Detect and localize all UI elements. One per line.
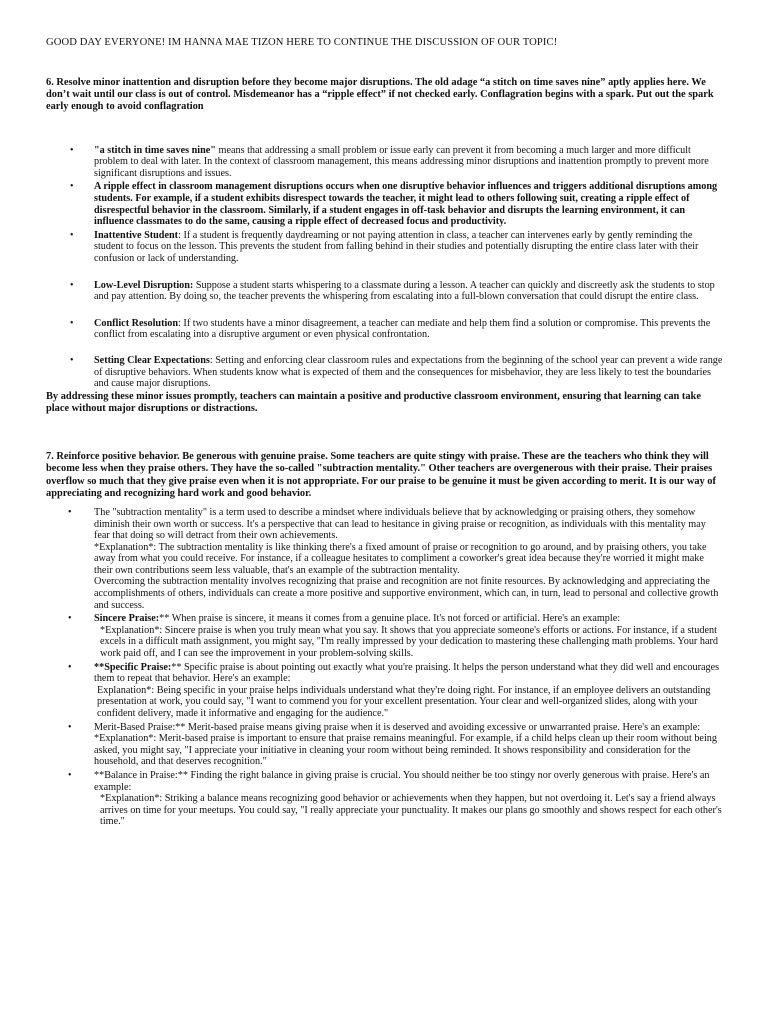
item-text: ** Specific praise is about pointing out exactly what you're praising. It helps the person understand what they did well and encourages them to repeat that behavior. Here's an example: [94,661,720,685]
bullet-icon: • [70,354,74,366]
list-item [46,355,724,390]
bullet-icon: • [68,613,72,625]
item-lead: A ripple effect in classroom management disruptions occurs when one disruptive behavior influences and triggers additional disruptions among students. For example, if a student exhibits disrespect towards the teacher, it might lead to others following suit, creating a ripple effect of disrespectful behavior in the classroom. Similarly, if a student engages in off-task behavior and disrupts the learning environment, it can influence classmates to do the same, causing a ripple effect of decreased focus and productivity. [94,181,718,228]
item-text: Suppose a student starts whispering to a classmate during a lesson. A teacher can quickly and discreetly ask the students to stop and pay attention. By doing so, the teacher prevents the whispering from escalating into a full-blown conversation that could disrupt the entire class. [94,279,715,303]
bullet-icon: • [70,181,74,193]
list-item [46,230,724,265]
item-lead: **Specific Praise: [94,661,172,673]
list-item [46,507,724,611]
bullet-icon: • [68,506,72,518]
bullet-icon: • [68,769,72,781]
section-6-conclusion: By addressing these minor issues promptly, teachers can maintain a positive and productive classroom environment, ensuring that learning can take place without major disruptions or distractions. [46,390,701,414]
item-paragraph: Merit-Based Praise:** Merit-based praise means giving praise when it is deserved and avoiding excessive or unwarranted praise. Here's an example: [94,721,701,733]
item-explanation: *Explanation*: Sincere praise is when you truly mean what you say. It shows that you appreciate someone's efforts or actions. For instance, if a student excels in a difficult math assignment, you might say, "I'm really impressed by your dedication to mastering these challenging math problems. Your hard work paid off, and I can see the improvement in your problem-solving skills. [100,624,718,660]
section-6-bullet-list [46,145,724,390]
section-6-heading: 6. Resolve minor inattention and disruption before they become major disruptions. The old adage “a stitch on time saves nine” aptly applies here. We don’t wait until our class is out of control. Misdemeanor has a “ripple effect” if not checked early. Conflagration begins with a spark. Put out the spark early enough to avoid conflagration [46,77,714,113]
greeting-line: GOOD DAY EVERYONE! IM HANNA MAE TIZON HERE TO CONTINUE THE DISCUSSION OF OUR TOPIC! [46,37,558,48]
list-item [46,770,724,828]
list-item [46,722,724,768]
bullet-icon: • [68,721,72,733]
bullet-icon: • [70,317,74,329]
item-lead: Low-Level Disruption: [94,279,194,291]
list-item [46,613,724,659]
item-text: : If two students have a minor disagreement, a teacher can mediate and help them find a solution or compromise. This prevents the conflict from escalating into a disruptive argument or even physical confrontation. [94,317,711,341]
item-paragraph: Overcoming the subtraction mentality involves recognizing that praise and recognition are not finite resources. By acknowledging and appreciating the accomplishments of others, individuals can create a more positive and supportive environment, which can, in turn, lead to personal and collective growth and success. [94,576,719,611]
item-lead: Sincere Praise: [94,613,160,625]
bullet-icon: • [70,279,74,291]
item-lead: "a stitch in time saves nine" [94,144,216,156]
bullet-icon: • [70,229,74,241]
section-7-bullet-list [46,507,724,828]
item-explanation: *Explanation*: The subtraction mentality is like thinking there's a fixed amount of praise or recognition to go around, and by praising others, you take away from what you could receive. For instance, if a colleague hesitates to compliment a coworker's great idea because they're worried it might make their own contributions seem less valuable, that's an example of the subtraction mentality. [94,541,707,576]
item-text: ** When praise is sincere, it means it comes from a genuine place. It's not forced or artificial. Here's an example: [159,613,621,625]
item-paragraph: The "subtraction mentality" is a term used to describe a mindset where individuals believe that by acknowledging or praising others, they somehow diminish their own worth or success. It's a perspective that can lead to hesitance in giving praise or recognition, as individuals with this mentality may fear that doing so will detract from their own achievements. [94,506,706,542]
list-item [46,145,724,180]
list-item [46,318,724,341]
bullet-icon: • [70,144,74,156]
list-item [46,181,724,227]
list-item [46,662,724,720]
item-lead: Inattentive Student [94,229,179,241]
item-lead: Conflict Resolution [94,317,179,329]
item-paragraph: **Balance in Praise:** Finding the right balance in giving praise is crucial. You should neither be too stingy nor overly generous with praise. Here's an example: [94,769,710,793]
item-text: : If a student is frequently daydreaming or not paying attention in class, a teacher can intervenes early by gently reminding the student to focus on the lesson. This prevents the student from falling behind in their studies and potentially disrupting the entire class later with their confusion or lack of understanding. [94,229,699,264]
item-text: means that addressing a small problem or issue early can prevent it from becoming a much larger and more difficult problem to deal with later. In the context of classroom management, this means addressing minor disruptions and inattention promptly to prevent more significant disruptions and issues. [94,144,709,179]
item-explanation: *Explanation*: Merit-based praise is important to ensure that praise remains meaningful. For example, if a child helps clean up their room without being asked, you might say, "I appreciate your initiative in cleaning your room without being reminded. It shows responsibility and consideration for the household, and that deserves recognition." [94,733,717,768]
list-item [46,280,724,303]
item-explanation: Explanation*: Being specific in your praise helps individuals understand what they're doing right. For instance, if an employee delivers an outstanding presentation at work, you could say, "I want to commend you for your excellent presentation. Your clear and well-organized slides, along with your confident delivery, made it informative and engaging for the audience." [97,684,711,720]
bullet-icon: • [68,661,72,673]
item-explanation: *Explanation*: Striking a balance means recognizing good behavior or achievements when they happen, but not overdoing it. Let's say a friend always arrives on time for your meetups. You could say, "I really appreciate your punctuality. It makes our plans go smoothly and shows respect for each other's time." [100,793,722,828]
section-7-heading: 7. Reinforce positive behavior. Be generous with genuine praise. Some teachers are quite stingy with praise. These are the teachers who think they will become less when they praise others. They have the so-called "subtraction mentality." Other teachers are overgenerous with their praise. Their praises overflow so much that they give praise even when it is not appropriate. For our praise to be genuine it must be given according to merit. It is our way of appreciating and recognizing hard work and good behavior. [46,451,716,499]
item-text: : Setting and enforcing clear classroom rules and expectations from the beginning of the school year can prevent a wide range of disruptive behaviors. When students know what is expected of them and the consequences for misbehavior, they are less likely to test the boundaries and cause major disruptions. [94,354,723,390]
item-lead: Setting Clear Expectations [94,354,210,366]
